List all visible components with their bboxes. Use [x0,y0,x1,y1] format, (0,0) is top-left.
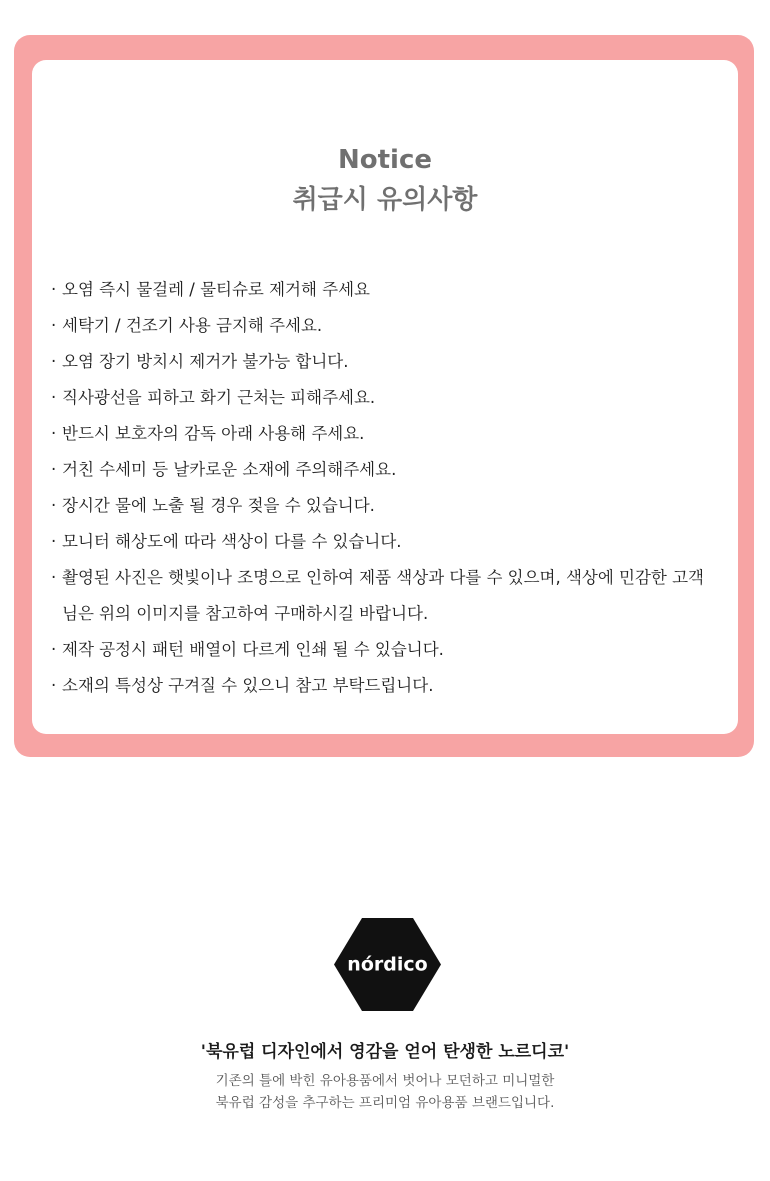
bullet: · [51,676,57,695]
notice-item-text: 모니터 해상도에 따라 색상이 다를 수 있습니다. [62,532,402,551]
notice-item [51,632,731,668]
notice-subtitle: 취급시 유의사항 [292,185,478,215]
bullet: · [51,316,57,335]
notice-title: Notice [337,145,432,175]
bullet: · [51,496,57,515]
notice-item-text: 오염 장기 방치시 제거가 불가능 합니다. [62,352,349,371]
notice-item-continuation: 님은 위의 이미지를 참고하여 구매하시길 바랍니다. [62,604,429,623]
notice-list [51,272,731,704]
notice-item-text: 촬영된 사진은 햇빛이나 조명으로 인하여 제품 색상과 다를 수 있으며, 색상에 민감한 고객 [62,568,704,587]
notice-item [51,488,731,524]
bullet: · [51,352,57,371]
logo-text: nórdico [347,953,428,976]
notice-item-text: 오염 즉시 물걸레 / 물티슈로 제거해 주세요 [62,280,370,299]
notice-item [51,344,731,380]
notice-item-text: 직사광선을 피하고 화기 근처는 피해주세요. [62,388,376,407]
notice-item-text: 장시간 물에 노출 될 경우 젖을 수 있습니다. [62,496,375,515]
logo-hexagon [334,918,441,1011]
notice-item [51,272,731,308]
notice-item [51,380,731,416]
brand-description-line: 기존의 틀에 박힌 유아용품에서 벗어나 모던하고 미니멀한 [215,1073,555,1089]
brand-description-line: 북유럽 감성을 추구하는 프리미엄 유아용품 브랜드입니다. [215,1095,555,1111]
brand-tagline: '북유럽 디자인에서 영감을 얻어 탄생한 노르디코' [200,1042,570,1062]
bullet: · [51,640,57,659]
notice-item-text: 세탁기 / 건조기 사용 금지해 주세요. [62,316,323,335]
notice-item [51,452,731,488]
nordico-logo [334,918,441,1011]
notice-item [51,308,731,344]
bullet: · [51,532,57,551]
notice-item [51,524,731,560]
notice-item [51,560,731,632]
notice-item [51,668,731,704]
notice-item [51,416,731,452]
bullet: · [51,388,57,407]
bullet: · [51,424,57,443]
bullet: · [51,280,57,299]
notice-item-text: 반드시 보호자의 감독 아래 사용해 주세요. [62,424,365,443]
brand-description [0,1070,770,1114]
bullet: · [51,568,57,587]
notice-item-text: 소재의 특성상 구겨질 수 있으니 참고 부탁드립니다. [62,676,434,695]
notice-item-text: 거친 수세미 등 날카로운 소재에 주의해주세요. [62,460,397,479]
notice-item-text: 제작 공정시 패턴 배열이 다르게 인쇄 될 수 있습니다. [62,640,444,659]
bullet: · [51,460,57,479]
notice-card [32,60,738,734]
notice-frame [14,35,754,757]
